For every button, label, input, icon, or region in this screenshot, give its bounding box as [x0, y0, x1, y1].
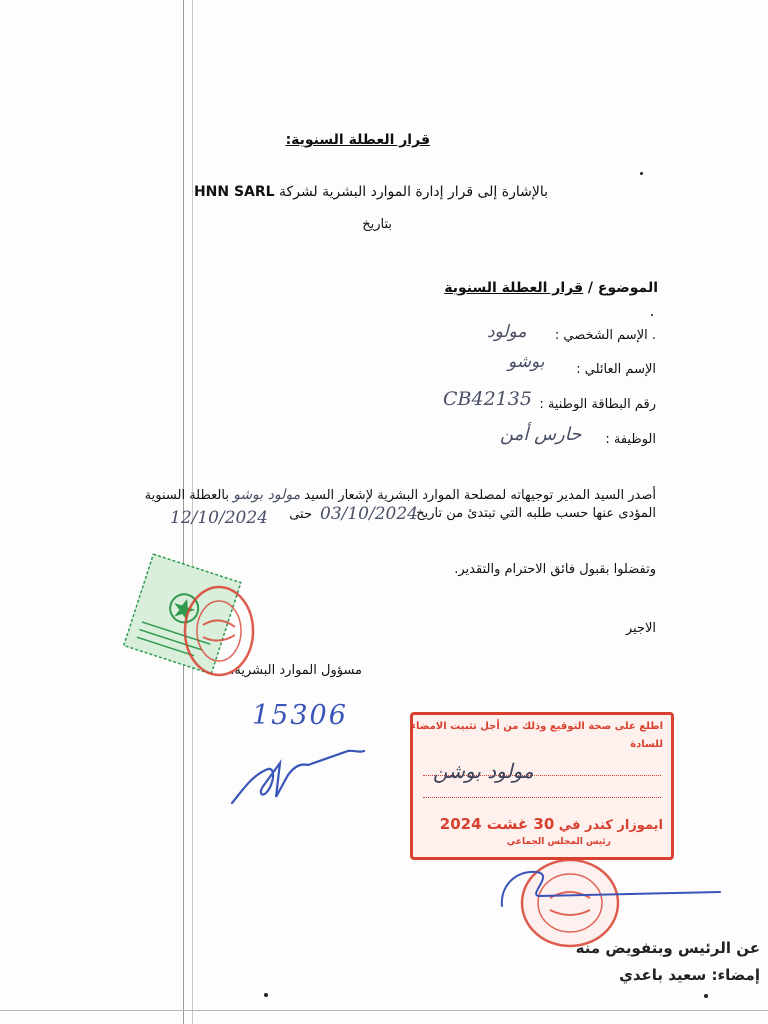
- document-title: قرار العطلة السنوية:: [285, 132, 430, 148]
- stamp-date-prefix: ايموزار كندر في: [558, 818, 663, 833]
- body-line-2-text: المؤدى عنها حسب طلبه التي تبتدئ من تاريخ: [416, 506, 656, 521]
- employee-label: الاجير: [625, 621, 656, 636]
- date-label: بتاريخ: [362, 217, 392, 232]
- body-line-1: [145, 487, 656, 504]
- national-id-value: CB42135: [443, 388, 532, 410]
- scan-line-bottom: [0, 1010, 768, 1011]
- bottom-line-1: عن الرئيس وبتفويض منه: [575, 939, 760, 957]
- until-label: حتى: [289, 507, 312, 522]
- subject-label: الموضوع /: [587, 280, 658, 296]
- end-date: 12/10/2024: [170, 508, 268, 528]
- speck: [264, 993, 268, 997]
- stamp-date-value: 30 غشت 2024: [439, 815, 555, 833]
- closing-line: وتفضلوا بقبول فائق الاحترام والتقدير.: [454, 562, 656, 577]
- subject-line: [444, 280, 658, 296]
- body-text-1a: أصدر السيد المدير توجيهاته لمصلحة الموارد البشرية لإشعار السيد: [304, 488, 656, 503]
- employee-name-handwritten: مولود بوشو: [233, 487, 301, 503]
- bottom-line-2: إمضاء: سعيد باعدي: [619, 966, 760, 984]
- subject-value: قرار العطلة السنوية: [444, 280, 584, 296]
- stamp-footer: رئيس المجلس الجماعي: [506, 837, 611, 847]
- reference-line: [194, 184, 548, 200]
- speck: [651, 314, 653, 316]
- speck: [640, 172, 643, 175]
- first-name-value: مولود: [487, 322, 527, 342]
- stamp-handwritten-name: مولود بوشن: [433, 759, 534, 783]
- body-text-1b: بالعطلة السنوية: [144, 488, 229, 503]
- stamp-date-line: [440, 815, 663, 833]
- national-id-label: رقم البطاقة الوطنية :: [539, 397, 656, 412]
- job-label: الوظيفة :: [605, 432, 656, 447]
- first-name-label: . الإسم الشخصي :: [554, 328, 656, 343]
- hr-signature: [228, 745, 368, 810]
- legalization-stamp: [410, 712, 674, 860]
- official-signature: [496, 866, 726, 936]
- stamp-line-2: للسادة: [630, 739, 663, 750]
- speck: [704, 994, 708, 998]
- last-name-value: بوشو: [508, 352, 545, 372]
- handwritten-number: 15306: [252, 700, 348, 731]
- hr-label: مسؤول الموارد البشرية.: [230, 663, 362, 678]
- job-value: حارس أمن: [500, 424, 582, 445]
- reference-text: بالإشارة إلى قرار إدارة الموارد البشرية لشركة: [279, 184, 548, 200]
- last-name-label: الإسم العائلي :: [576, 362, 656, 377]
- company-name: HNN SARL: [193, 184, 275, 200]
- round-stamp-upper: [185, 585, 257, 680]
- stamp-line-1: اطلع على صحة التوقيع وذلك من أجل تثبيت الامضاء: [410, 721, 663, 732]
- start-date: 03/10/2024: [320, 504, 418, 524]
